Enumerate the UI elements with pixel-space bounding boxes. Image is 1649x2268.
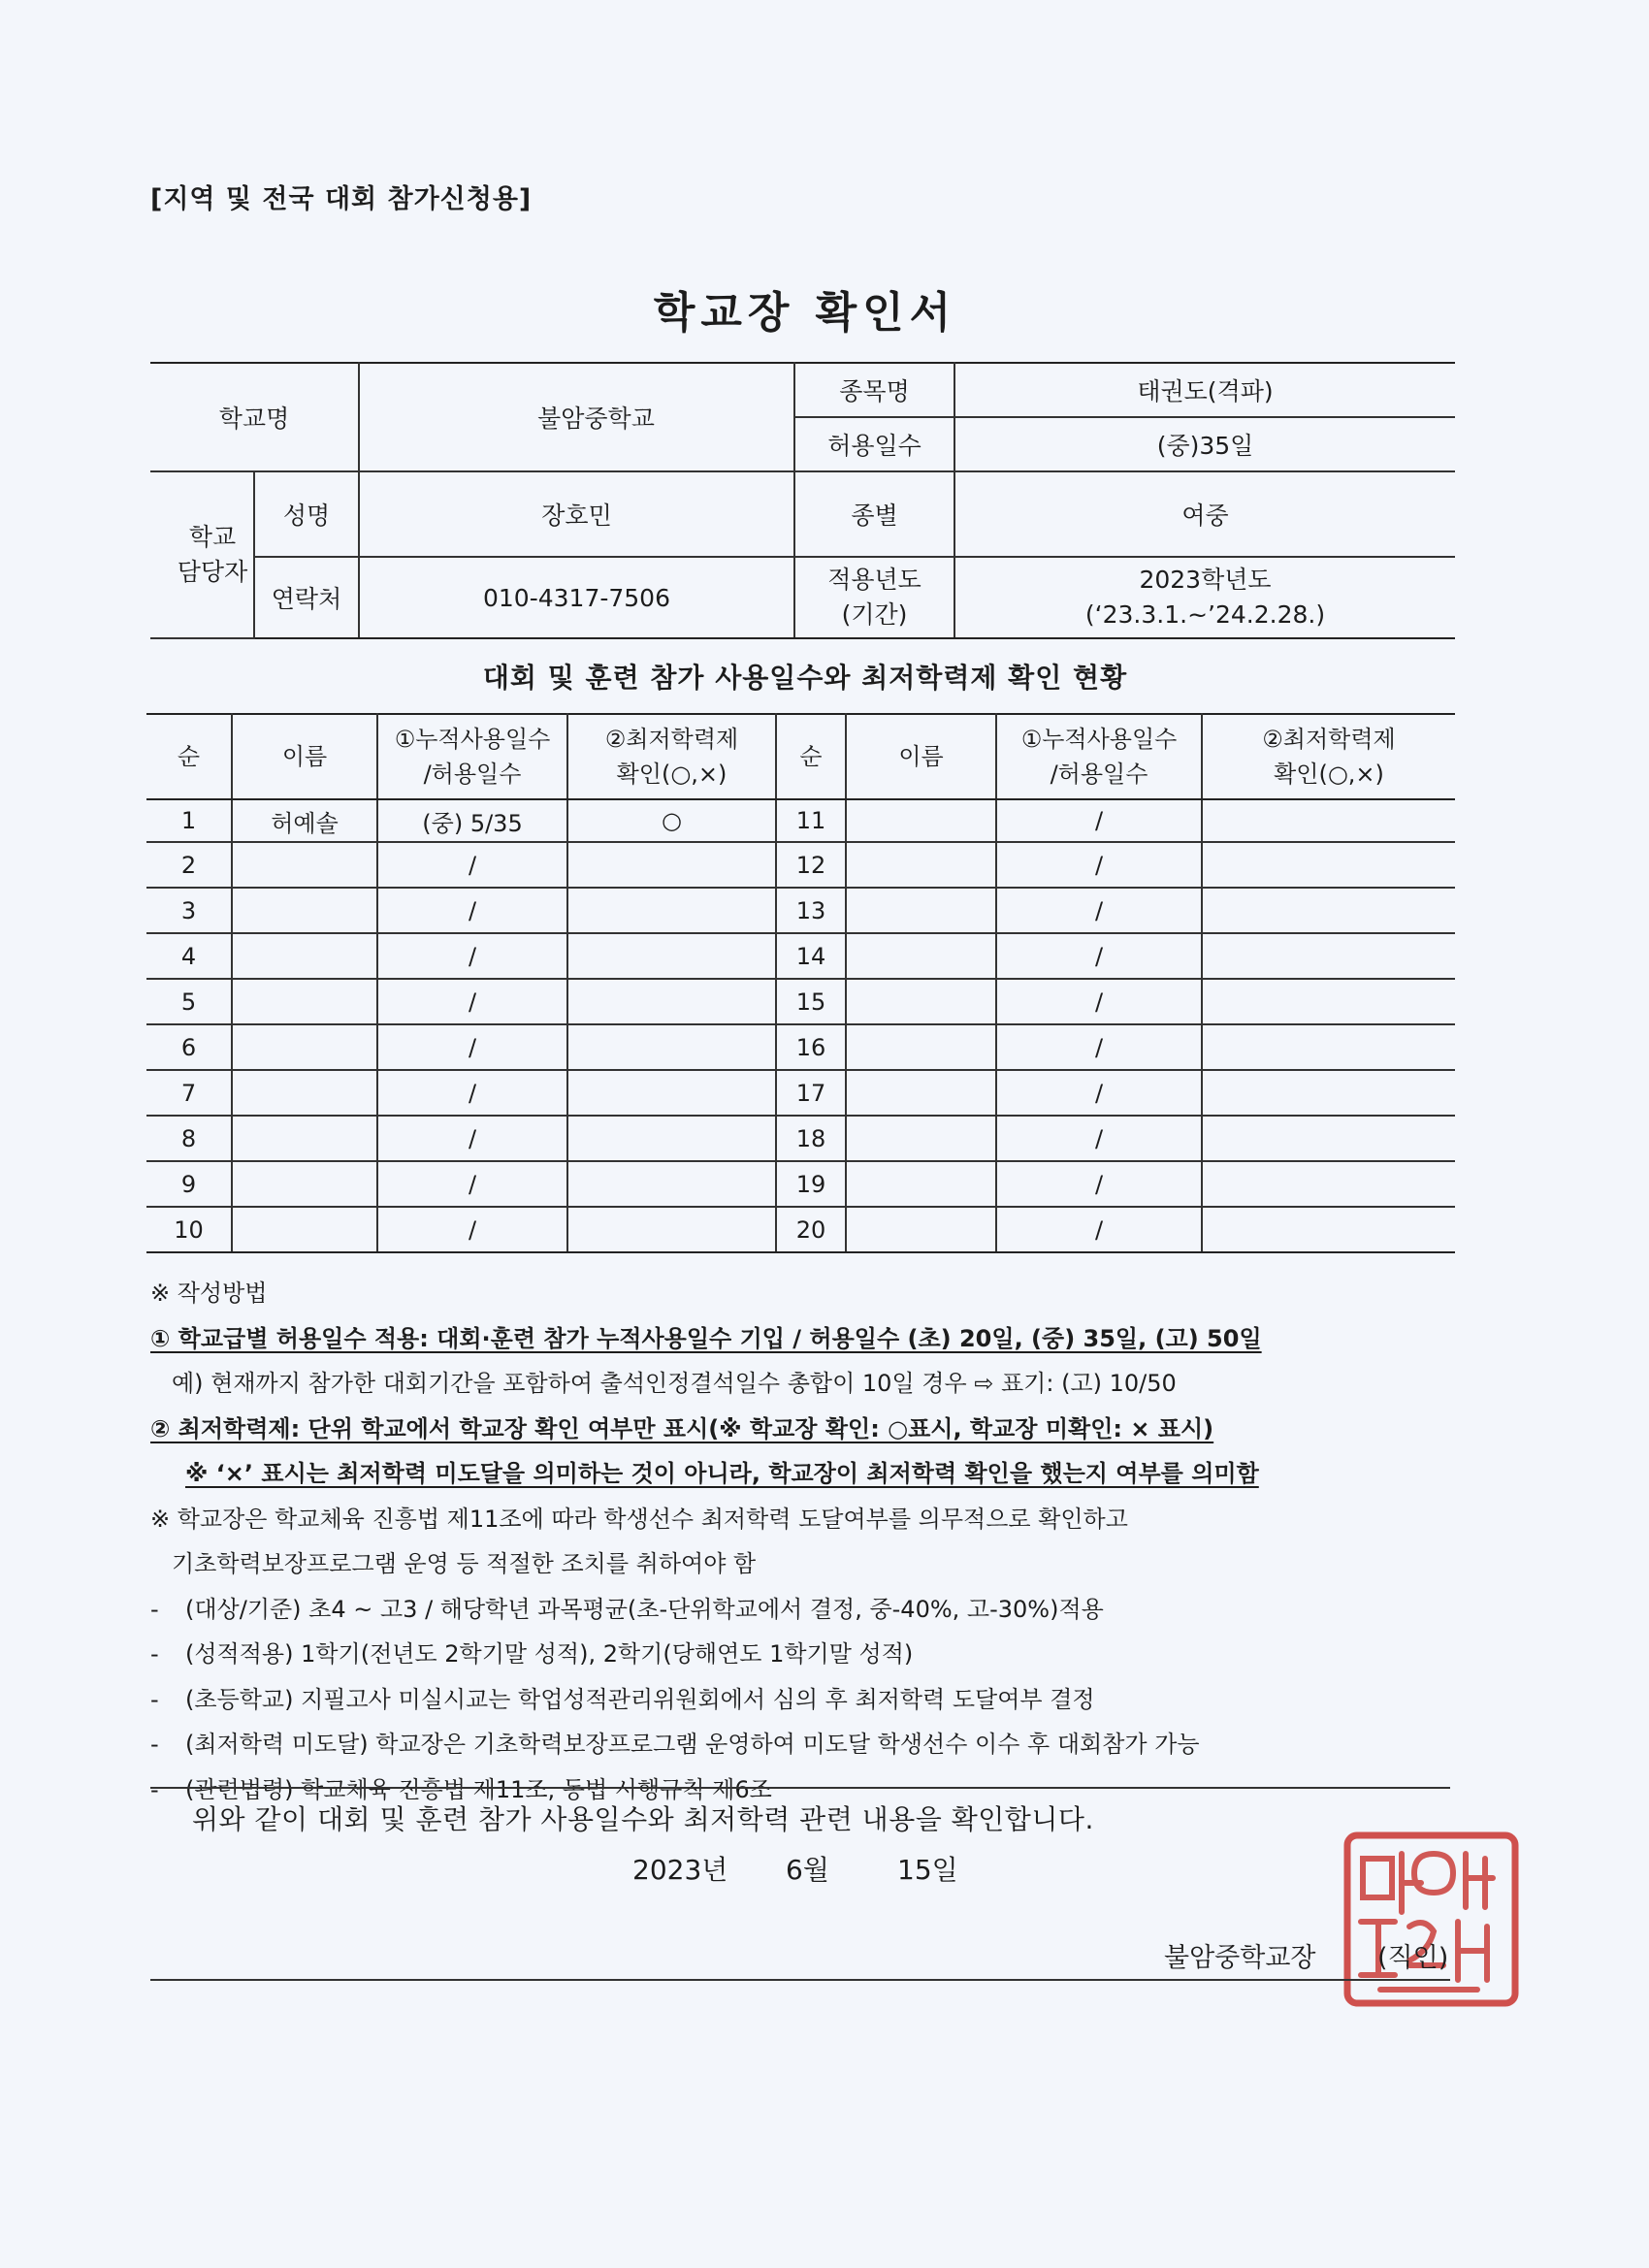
row-name	[232, 1161, 377, 1207]
col-name-2: 이름	[846, 714, 996, 799]
row-name	[232, 888, 377, 933]
row-days: /	[377, 1116, 567, 1161]
col-days-2	[996, 714, 1202, 799]
row-check	[567, 933, 776, 979]
contact-phone-value: 010-4317-7506	[359, 557, 794, 638]
col-check-2	[1202, 714, 1455, 799]
row-name-2	[846, 979, 996, 1024]
row-days-2: /	[996, 1024, 1202, 1070]
row-days-2: /	[996, 888, 1202, 933]
contact-group-label-line2: 담당자	[177, 558, 248, 586]
col-days-2-line2: /허용일수	[1050, 761, 1148, 788]
row-check	[567, 1207, 776, 1252]
row-check-2	[1202, 1161, 1455, 1207]
dash-item-4-text: (최저학력 미도달) 학교장은 기초학력보장프로그램 운영하여 미도달 학생선수 이수 후 대회참가 가능	[185, 1731, 1200, 1758]
table-row	[146, 799, 1455, 842]
school-name-value: 불암중학교	[359, 363, 794, 471]
date-day: 15일	[897, 1854, 958, 1886]
table-row	[146, 933, 1455, 979]
allowed-days-label: 허용일수	[794, 417, 954, 471]
row-name-2	[846, 1070, 996, 1116]
note-3-line2: 기초학력보장프로그램 운영 등 적절한 조치를 취하여야 함	[172, 1550, 757, 1577]
row-check-2	[1202, 933, 1455, 979]
row-days: /	[377, 1024, 567, 1070]
official-seal-stamp	[1342, 1830, 1521, 2009]
row-name-2	[846, 1161, 996, 1207]
row-days-2: /	[996, 1116, 1202, 1161]
row-name-2	[846, 1207, 996, 1252]
row-name-2	[846, 842, 996, 888]
dash-marker: -	[150, 1685, 159, 1713]
row-name	[232, 1070, 377, 1116]
dash-item-5-text: (관련법령) 학교체육 진흥법 제11조, 동법 시행규칙 제6조	[185, 1775, 772, 1803]
confirmation-statement: 위와 같이 대회 및 훈련 참가 사용일수와 최저학력 관련 내용을 확인합니다.	[192, 1803, 1094, 1835]
document-title: 학교장 확인서	[653, 288, 957, 338]
row-days: /	[377, 842, 567, 888]
year-label	[794, 557, 954, 638]
row-check	[567, 1116, 776, 1161]
year-label-line1: 적용년도	[827, 566, 922, 594]
contact-name-label: 성명	[254, 471, 359, 557]
contact-name-value: 장호민	[359, 471, 794, 557]
table-row	[146, 888, 1455, 933]
school-info-table	[150, 362, 1455, 639]
table-row	[146, 842, 1455, 888]
dash-item-1-text: (대상/기준) 초4 ~ 고3 / 해당학년 과목평균(초-단위학교에서 결정, 중-40%, 고-30%)적용	[185, 1595, 1104, 1623]
event-label: 종목명	[794, 363, 954, 417]
col-no-2: 순	[776, 714, 846, 799]
table-row	[146, 1161, 1455, 1207]
row-no-2: 13	[776, 888, 846, 933]
seal-label: (직인)	[1377, 1943, 1449, 1973]
status-rows	[146, 799, 1455, 1252]
row-no: 1	[146, 799, 232, 842]
col-check-2-line1: ②최저학력제	[1262, 726, 1396, 753]
dash-marker: -	[150, 1775, 159, 1803]
row-name	[232, 1207, 377, 1252]
divider-bottom	[150, 1979, 1450, 1981]
row-check-2	[1202, 1024, 1455, 1070]
dash-marker: -	[150, 1640, 159, 1668]
contact-group-label	[150, 471, 254, 638]
dash-item-3-text: (초등학교) 지필고사 미실시교는 학업성적관리위원회에서 심의 후 최저학력 도달여부 결정	[185, 1685, 1095, 1713]
dash-marker: -	[150, 1595, 159, 1623]
col-days-line2: /허용일수	[423, 761, 522, 788]
row-days-2: /	[996, 799, 1202, 842]
row-name	[232, 1024, 377, 1070]
col-days-line1: ①누적사용일수	[394, 726, 551, 753]
year-label-line2: (기간)	[841, 600, 908, 629]
row-check-2	[1202, 979, 1455, 1024]
row-check-2	[1202, 888, 1455, 933]
contact-group-label-line1: 학교	[188, 523, 237, 551]
row-no-2: 15	[776, 979, 846, 1024]
row-days: (중) 5/35	[377, 799, 567, 842]
contact-phone-label: 연락처	[254, 557, 359, 638]
table-row	[146, 1207, 1455, 1252]
row-name	[232, 1116, 377, 1161]
row-no-2: 20	[776, 1207, 846, 1252]
event-value: 태권도(격파)	[954, 363, 1455, 417]
row-no-2: 14	[776, 933, 846, 979]
row-name: 허예솔	[232, 799, 377, 842]
row-check-2	[1202, 799, 1455, 842]
document-type-label: [지역 및 전국 대회 참가신청용]	[150, 184, 533, 214]
row-check	[567, 1070, 776, 1116]
row-days: /	[377, 888, 567, 933]
dash-item-2-text: (성적적용) 1학기(전년도 2학기말 성적), 2학기(당해연도 1학기말 성적)	[185, 1640, 914, 1668]
row-name	[232, 979, 377, 1024]
date-year: 2023년	[632, 1854, 728, 1886]
table-row	[146, 1024, 1455, 1070]
status-table-header	[146, 714, 1455, 799]
row-no-2: 18	[776, 1116, 846, 1161]
note-1-example: 예) 현재까지 참가한 대회기간을 포함하여 출석인정결석일수 총합이 10일 경우 ⇨ 표기: (고) 10/50	[172, 1370, 1177, 1397]
row-days-2: /	[996, 933, 1202, 979]
row-no: 3	[146, 888, 232, 933]
notes-heading: ※ 작성방법	[150, 1280, 268, 1307]
col-days-2-line1: ①누적사용일수	[1020, 726, 1178, 753]
year-value-line1: 2023학년도	[1139, 566, 1272, 594]
row-check	[567, 979, 776, 1024]
row-name	[232, 842, 377, 888]
row-name-2	[846, 1024, 996, 1070]
row-name-2	[846, 1116, 996, 1161]
row-days-2: /	[996, 979, 1202, 1024]
row-check: ○	[567, 799, 776, 842]
table-row	[146, 1116, 1455, 1161]
row-no: 7	[146, 1070, 232, 1116]
row-no: 8	[146, 1116, 232, 1161]
writing-instructions	[150, 1271, 1460, 1812]
row-no-2: 16	[776, 1024, 846, 1070]
col-days	[377, 714, 567, 799]
col-check-line1: ②최저학력제	[604, 726, 739, 753]
row-no-2: 12	[776, 842, 846, 888]
note-1: ① 학교급별 허용일수 적용: 대회·훈련 참가 누적사용일수 기입 / 허용일수 (초) 20일, (중) 35일, (고) 50일	[150, 1324, 1262, 1352]
row-days-2: /	[996, 1161, 1202, 1207]
row-no: 2	[146, 842, 232, 888]
dash-item-2	[150, 1632, 1460, 1677]
status-section-title: 대회 및 훈련 참가 사용일수와 최저학력제 확인 현황	[482, 662, 1128, 694]
row-no: 4	[146, 933, 232, 979]
row-days-2: /	[996, 1207, 1202, 1252]
row-check	[567, 1024, 776, 1070]
signer-title: 불암중학교장	[1164, 1943, 1316, 1973]
row-days-2: /	[996, 842, 1202, 888]
row-no-2: 17	[776, 1070, 846, 1116]
row-name-2	[846, 888, 996, 933]
row-check	[567, 1161, 776, 1207]
row-name-2	[846, 933, 996, 979]
row-days: /	[377, 1207, 567, 1252]
note-2-sub: ※ ‘×’ 표시는 최저학력 미도달을 의미하는 것이 아니라, 학교장이 최저학력 확인을 했는지 여부를 의미함	[185, 1460, 1259, 1487]
divider-top	[150, 1787, 1450, 1789]
category-value: 여중	[954, 471, 1455, 557]
school-name-label: 학교명	[150, 363, 359, 471]
year-value-line2: (‘23.3.1.~’24.2.28.)	[1084, 600, 1326, 629]
row-no: 5	[146, 979, 232, 1024]
dash-marker: -	[150, 1731, 159, 1758]
col-name: 이름	[232, 714, 377, 799]
row-no: 10	[146, 1207, 232, 1252]
note-3-line1: ※ 학교장은 학교체육 진흥법 제11조에 따라 학생선수 최저학력 도달여부를 의무적으로 확인하고	[150, 1505, 1128, 1533]
row-days: /	[377, 933, 567, 979]
row-no-2: 11	[776, 799, 846, 842]
row-check	[567, 888, 776, 933]
row-days: /	[377, 979, 567, 1024]
date-month: 6월	[786, 1854, 829, 1886]
row-days: /	[377, 1070, 567, 1116]
category-label: 종별	[794, 471, 954, 557]
row-no-2: 19	[776, 1161, 846, 1207]
row-name	[232, 933, 377, 979]
dash-item-4	[150, 1722, 1460, 1767]
table-row	[146, 979, 1455, 1024]
row-check-2	[1202, 1116, 1455, 1161]
dash-item-1	[150, 1587, 1460, 1633]
row-days-2: /	[996, 1070, 1202, 1116]
note-2: ② 최저학력제: 단위 학교에서 학교장 확인 여부만 표시(※ 학교장 확인: ○표시, 학교장 미확인: × 표시)	[150, 1414, 1214, 1442]
year-value	[954, 557, 1455, 638]
col-check-line2: 확인(○,×)	[616, 761, 728, 788]
col-check	[567, 714, 776, 799]
dash-item-3	[150, 1677, 1460, 1723]
row-days: /	[377, 1161, 567, 1207]
row-no: 6	[146, 1024, 232, 1070]
table-row	[146, 1070, 1455, 1116]
status-table	[146, 713, 1455, 1253]
row-name-2	[846, 799, 996, 842]
col-no: 순	[146, 714, 232, 799]
allowed-days-value: (중)35일	[954, 417, 1455, 471]
row-check-2	[1202, 1207, 1455, 1252]
row-check	[567, 842, 776, 888]
row-check-2	[1202, 842, 1455, 888]
row-check-2	[1202, 1070, 1455, 1116]
col-check-2-line2: 확인(○,×)	[1274, 761, 1384, 788]
row-no: 9	[146, 1161, 232, 1207]
